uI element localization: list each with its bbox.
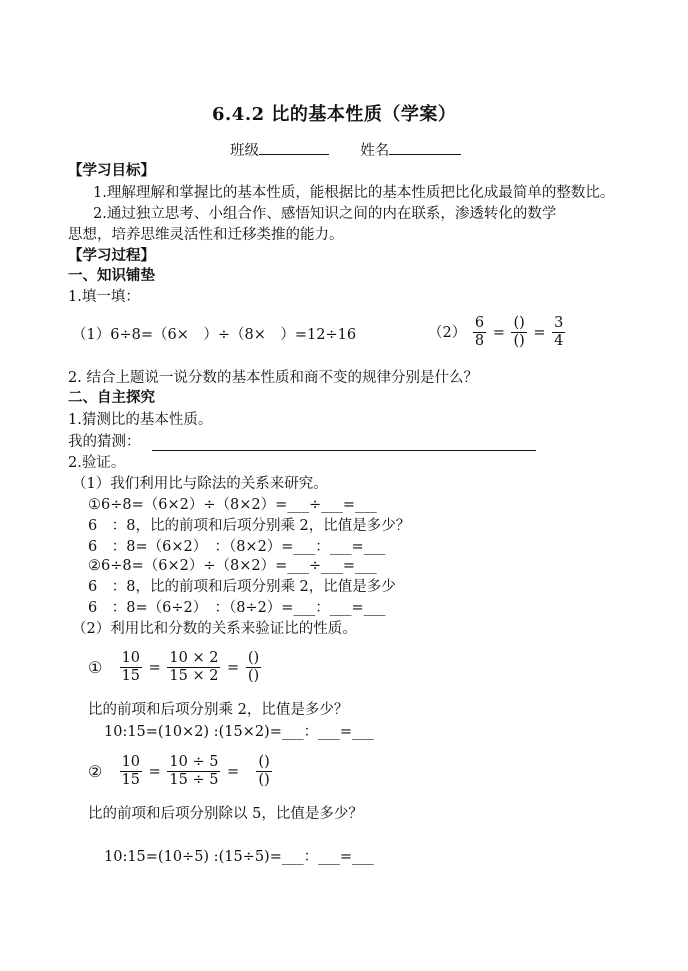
denominator-blank[interactable]: (): [247, 668, 260, 685]
denominator-blank[interactable]: (): [258, 772, 270, 789]
goal-item-1: 1.理解理解和掌握比的基本性质，能根据比的基本性质把比化成最简单的整数比。: [93, 185, 615, 201]
fraction-blank[interactable]: [511, 316, 526, 349]
equals-sign: =: [227, 659, 240, 676]
name-blank[interactable]: [389, 140, 461, 155]
fraction-10-15: [120, 651, 142, 684]
fraction-2-question: 比的前项和后项分别除以 5，比值是多少？: [88, 806, 363, 822]
class-label: 班级: [230, 143, 259, 159]
part1-question-2: 2. 结合上题说一说分数的基本性质和商不变的规律分别是什么？: [68, 370, 478, 386]
part2-question-1: 1.猜测比的基本性质。: [68, 412, 213, 428]
equals-sign: =: [227, 763, 240, 780]
equals-sign: =: [148, 763, 161, 780]
circle-2-mark: ②: [88, 761, 103, 781]
equals-sign: =: [533, 324, 546, 341]
section-1-line-f: 6 ：8=（6÷2） ：（8÷2）=___：___=___: [88, 600, 386, 616]
denominator-blank[interactable]: (): [513, 333, 525, 350]
numerator-blank[interactable]: (): [246, 651, 261, 668]
section-1-title: （1）我们利用比与除法的关系来研究。: [72, 476, 328, 492]
section-1-line-e: 6 ：8，比的前项和后项分别乘 2，比值是多少: [88, 579, 396, 595]
page-title: 6.4.2 比的基本性质（学案）: [212, 104, 457, 125]
part2-heading: 二、自主探究: [68, 389, 155, 406]
fraction-blank[interactable]: [246, 651, 261, 684]
guess-answer-line[interactable]: [152, 450, 536, 451]
fraction-2-answer: 10:15=(10÷5) :(15÷5)=___：___=___: [104, 849, 374, 865]
numerator: 10: [120, 755, 142, 772]
part1-question-1: 1.填一填：: [68, 289, 140, 305]
name-label: 姓名: [360, 143, 390, 159]
guess-label: 我的猜测：: [68, 434, 141, 450]
part2-question-2: 2.验证。: [68, 455, 126, 471]
fraction-multiply-2: [167, 651, 220, 684]
numerator: 10 ÷ 5: [167, 755, 220, 772]
numerator: 10: [120, 651, 142, 668]
fraction-10-15: [120, 755, 142, 788]
denominator: 15: [121, 668, 141, 685]
class-blank[interactable]: [259, 140, 329, 155]
fraction-blank[interactable]: [256, 755, 271, 788]
fraction-equation-1: [88, 651, 263, 684]
section-1-line-c: 6 ：8=（6×2） ：（8×2）=___：___=___: [88, 539, 386, 555]
denominator: 4: [554, 333, 564, 350]
numerator: 3: [552, 316, 565, 333]
section-1-line-b: 6 ：8，比的前项和后项分别乘 2，比值是多少？: [88, 518, 411, 534]
fraction-equation-2: [88, 755, 274, 788]
part1-heading: 一、知识铺垫: [68, 267, 155, 284]
section-1-line-a: ①6÷8=（6×2）÷（8×2）=___÷___=___: [88, 497, 377, 513]
class-name-row: [230, 140, 461, 160]
part1-equation-2: [428, 316, 567, 349]
circle-1-mark: ①: [88, 657, 103, 677]
equals-sign: =: [492, 324, 505, 341]
denominator: 15: [121, 772, 141, 789]
fraction-6-8: [473, 316, 486, 349]
denominator: 15 ÷ 5: [169, 772, 219, 789]
goals-heading: 【学习目标】: [68, 162, 155, 179]
fraction-3-4: [552, 316, 565, 349]
numerator: 6: [473, 316, 486, 333]
denominator: 15 × 2: [169, 668, 219, 685]
numerator-blank[interactable]: (): [256, 755, 271, 772]
numerator-blank[interactable]: (): [511, 316, 526, 333]
goal-item-2-line-1: 2.通过独立思考、小组合作、感悟知识之间的内在联系，渗透转化的数学: [93, 206, 557, 222]
numerator: 10 × 2: [167, 651, 220, 668]
fraction-1-question: 比的前项和后项分别乘 2，比值是多少？: [88, 702, 349, 718]
fraction-1-answer: 10:15=(10×2) :(15×2)=___：___=___: [104, 724, 374, 740]
equals-sign: =: [148, 659, 161, 676]
section-2-title: （2）利用比和分数的关系来验证比的性质。: [72, 621, 357, 637]
fraction-divide-5: [167, 755, 220, 788]
section-1-line-d: ②6÷8=（6×2）÷（8×2）=___÷___=___: [88, 558, 377, 574]
process-heading: 【学习过程】: [68, 247, 155, 264]
part1-equation-1: （1）6÷8=（6× ）÷（8× ）=12÷16: [72, 327, 357, 343]
goal-item-2-line-2: 思想，培养思维灵活性和迁移类推的能力。: [68, 227, 344, 243]
denominator: 8: [474, 333, 485, 350]
eq2-label: （2）: [428, 324, 467, 341]
